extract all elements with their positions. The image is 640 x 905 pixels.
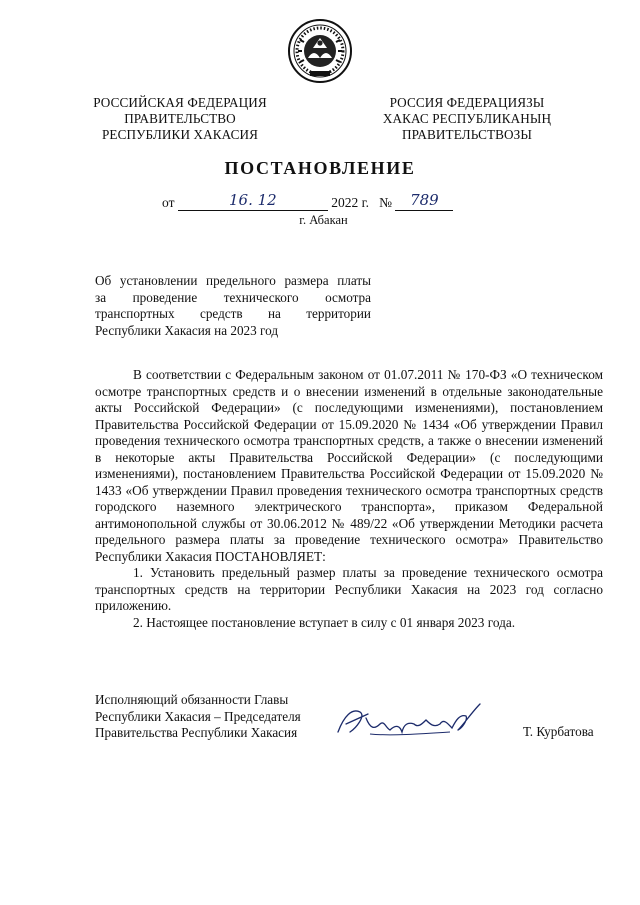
date-field [178, 191, 328, 211]
header-right-line-2: ХАКАС РЕСПУБЛИКАНЫҢ [382, 111, 552, 126]
date-year: 2022 г. [331, 195, 369, 210]
header-left-line-2: ПРАВИТЕЛЬСТВО [124, 111, 236, 126]
number-handwritten: 789 [410, 191, 439, 209]
subject-block [95, 273, 371, 339]
body-text [95, 367, 603, 631]
signatory-line-1: Исполняющий обязанности Главы [95, 692, 289, 707]
header-left-line-3: РЕСПУБЛИКИ ХАКАСИЯ [102, 127, 258, 142]
header-right-line-1: РОССИЯ ФЕДЕРАЦИЯЗЫ [389, 95, 545, 110]
number-sign: № [379, 195, 393, 210]
subject-line-1: Об установлении предельного размера платы [95, 273, 371, 288]
item-1-paragraph: 1. Установить предельный размер платы за проведение технического осмотра транспортных средств на территории Республики Хакасия на 2023 год согласно приложению. [95, 565, 603, 613]
subject-line-2: за проведение технического осмотра [95, 289, 371, 305]
handwritten-signature [330, 694, 490, 744]
date-number-line [162, 191, 453, 211]
header-left-line-1: РОССИЙСКАЯ ФЕДЕРАЦИЯ [93, 95, 267, 110]
date-prefix: от [162, 195, 175, 210]
item-2-paragraph: 2. Настоящее постановление вступает в силу с 01 января 2023 года. [133, 614, 516, 630]
header-left-block [82, 95, 278, 143]
date-handwritten: 16. 12 [229, 191, 277, 209]
city-label: г. Абакан [299, 213, 348, 227]
signatory-line-2: Республики Хакасия – Председателя [95, 708, 301, 724]
header-right-block [362, 95, 572, 143]
coat-of-arms-emblem [287, 18, 353, 84]
preamble-paragraph: В соответствии с Федеральным законом от 01.07.2011 № 170-ФЗ «О техническом осмотре транспортных средств и о внесении изменений в отдельные законодательные акты Российской Федерации» (с последующими изменениями), постановлением Правительства Российской Федерации от 15.09.2020 № 1434 «Об утверждении Правил проведения технического осмотра транспортных средств, а также о внесении изменений в некоторые акты Правительства Российской Федерации» (с последующими изменениями), постановлением Правительства Российской Федерации от 15.09.2020 № 1433 «Об утверждении Правил проведения технического осмотра транспортных средств городского наземного электрического транспорта», приказом Федеральной антимонопольной службы от 30.06.2012 № 489/22 «Об утверждении Методики расчета предельного размера платы за проведение технического осмотра» Правительство Республики Хакасия ПОСТАНОВЛЯЕТ: [95, 367, 603, 564]
subject-line-3: транспортных средств на территории [95, 306, 371, 322]
signatory-position [95, 692, 335, 742]
header-right-line-3: ПРАВИТЕЛЬСТВОЗЫ [402, 127, 532, 142]
subject-line-4: Республики Хакасия на 2023 год [95, 322, 279, 338]
signatory-name: Т. Курбатова [523, 724, 594, 739]
number-field [395, 191, 453, 211]
signatory-line-3: Правительства Республики Хакасия [95, 725, 298, 741]
document-title: ПОСТАНОВЛЕНИЕ [224, 158, 416, 178]
